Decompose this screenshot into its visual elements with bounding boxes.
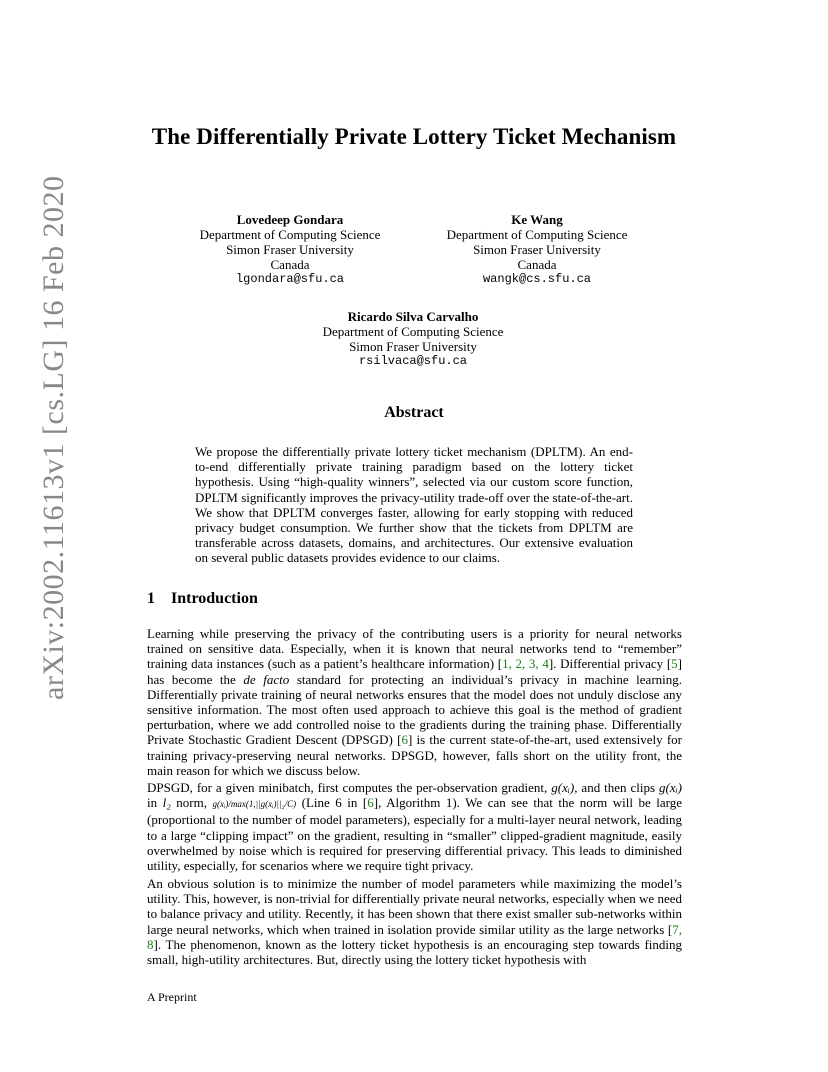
text-run: ] has become the <box>147 656 682 687</box>
emphasis: de facto <box>243 671 290 687</box>
text-run: An obvious solution is to minimize the number of model parameters while maximizing the model’s utility. This, however, is non-trivial for differentially private neural networks, especially when we need to balance privacy and utility. Recently, it has been shown that there exist smaller sub-networks within large neural networks, which when trained in isolation provide similar utility as the large networks [ <box>147 876 682 937</box>
arxiv-stamp: arXiv:2002.11613v1 [cs.LG] 16 Feb 2020 <box>37 175 70 700</box>
section-title: Introduction <box>171 590 258 607</box>
author-block-1 <box>190 212 390 287</box>
author-univ: Simon Fraser University <box>226 242 354 257</box>
author-dept: Department of Computing Science <box>446 227 628 242</box>
text-run: in <box>147 795 163 811</box>
author-email: wangk@cs.sfu.ca <box>482 272 592 286</box>
text-run: ], Algorithm 1). We can see that the norm will be large (proportional to the number of model parameters), especially for a multi-layer neural network, leading to a large “clipping impact” on the gradient, resulting in “smaller” clipped-gradient magnitude, easily overwhelmed by noise which is required for preserving differential privacy. This leads to diminished utility, especially, for scenarios where we require tight privacy. <box>147 795 682 874</box>
author-block-3 <box>313 309 513 369</box>
citation-link[interactable]: 5 <box>671 656 678 672</box>
text-run: DPSGD, for a given minibatch, first computes the per-observation gradient, <box>147 780 552 795</box>
text-run: standard for protecting an individual’s privacy in machine learning. Differentially private training of neural networks ensures that the model does not unduly disclose any sensitive information. The most often used approach to achieve this goal is the method of gradient perturbation, where we add controlled noise to the gradients during the training phase. Differentially Private Stochastic Gradient Descent (DPSGD) [ <box>147 671 683 748</box>
author-country: Canada <box>517 257 557 272</box>
author-email: rsilvaca@sfu.ca <box>358 354 468 368</box>
abstract-text: We propose the differentially private lottery ticket mechanism (DPLTM). An end-to-end differentially private training paradigm based on the lottery ticket hypothesis. Using “high-quality winners”, selected via our custom score function, DPLTM significantly improves the privacy-utility trade-off over the state-of-the-art. We show that DPLTM converges faster, allowing for early stopping with reduced privacy budget consumption. We further show that the tickets from DPLTM are transferable across datasets, domains, and architectures. Our extensive evaluation on several public datasets provides evidence to our claims. <box>195 444 633 566</box>
paper-title: The Differentially Private Lottery Ticket Mechanism <box>151 124 677 149</box>
text-run: ]. The phenomenon, known as the lottery ticket hypothesis is an encouraging step towards finding small, high-utility architectures. But, directly using the lottery ticket hypothesis with <box>147 936 682 968</box>
intro-paragraph-1 <box>147 626 682 778</box>
author-email: lgondara@sfu.ca <box>235 272 345 286</box>
author-univ: Simon Fraser University <box>349 339 477 354</box>
math-inline: l₂ <box>162 795 171 811</box>
abstract-heading: Abstract <box>384 404 444 421</box>
page-footer: A Preprint <box>147 990 197 1004</box>
section-number: 1 <box>147 590 155 607</box>
citation-link[interactable]: 6 <box>401 732 408 748</box>
intro-paragraph-3 <box>147 876 682 967</box>
math-inline: g(xᵢ) <box>551 780 575 795</box>
math-fraction: g(xᵢ)/max(1,||g(xᵢ)||₂/C) <box>212 799 297 810</box>
text-run: ] is the current state-of-the-art, used extensively for training privacy-preserving neural networks. DPSGD, however, falls short on the utility front, the main reason for which we discuss below. <box>147 732 682 778</box>
text-run: , and then clips <box>574 780 659 795</box>
text-run: (Line 6 in [ <box>296 795 368 811</box>
citation-link[interactable]: 1, 2, 3, 4 <box>502 656 549 672</box>
author-country: Canada <box>270 257 310 272</box>
author-block-2 <box>437 212 637 287</box>
citation-link[interactable]: 7, 8 <box>147 921 682 952</box>
intro-paragraph-2 <box>147 780 682 873</box>
author-dept: Department of Computing Science <box>199 227 381 242</box>
text-run: ]. Differential privacy [ <box>548 656 672 672</box>
text-run: norm, <box>170 795 213 811</box>
author-univ: Simon Fraser University <box>473 242 601 257</box>
author-name: Ke Wang <box>511 212 563 227</box>
citation-link[interactable]: 6 <box>367 795 374 811</box>
author-name: Ricardo Silva Carvalho <box>347 309 479 324</box>
math-inline: g(xᵢ) <box>659 780 682 795</box>
author-dept: Department of Computing Science <box>322 324 504 339</box>
text-run: Learning while preserving the privacy of the contributing users is a priority for neural networks trained on sensitive data. Especially, when it is known that neural networks tend to “remember” training data instances (such as a patient’s healthcare information) [ <box>147 626 682 672</box>
section-heading <box>147 590 258 608</box>
author-name: Lovedeep Gondara <box>236 212 344 227</box>
